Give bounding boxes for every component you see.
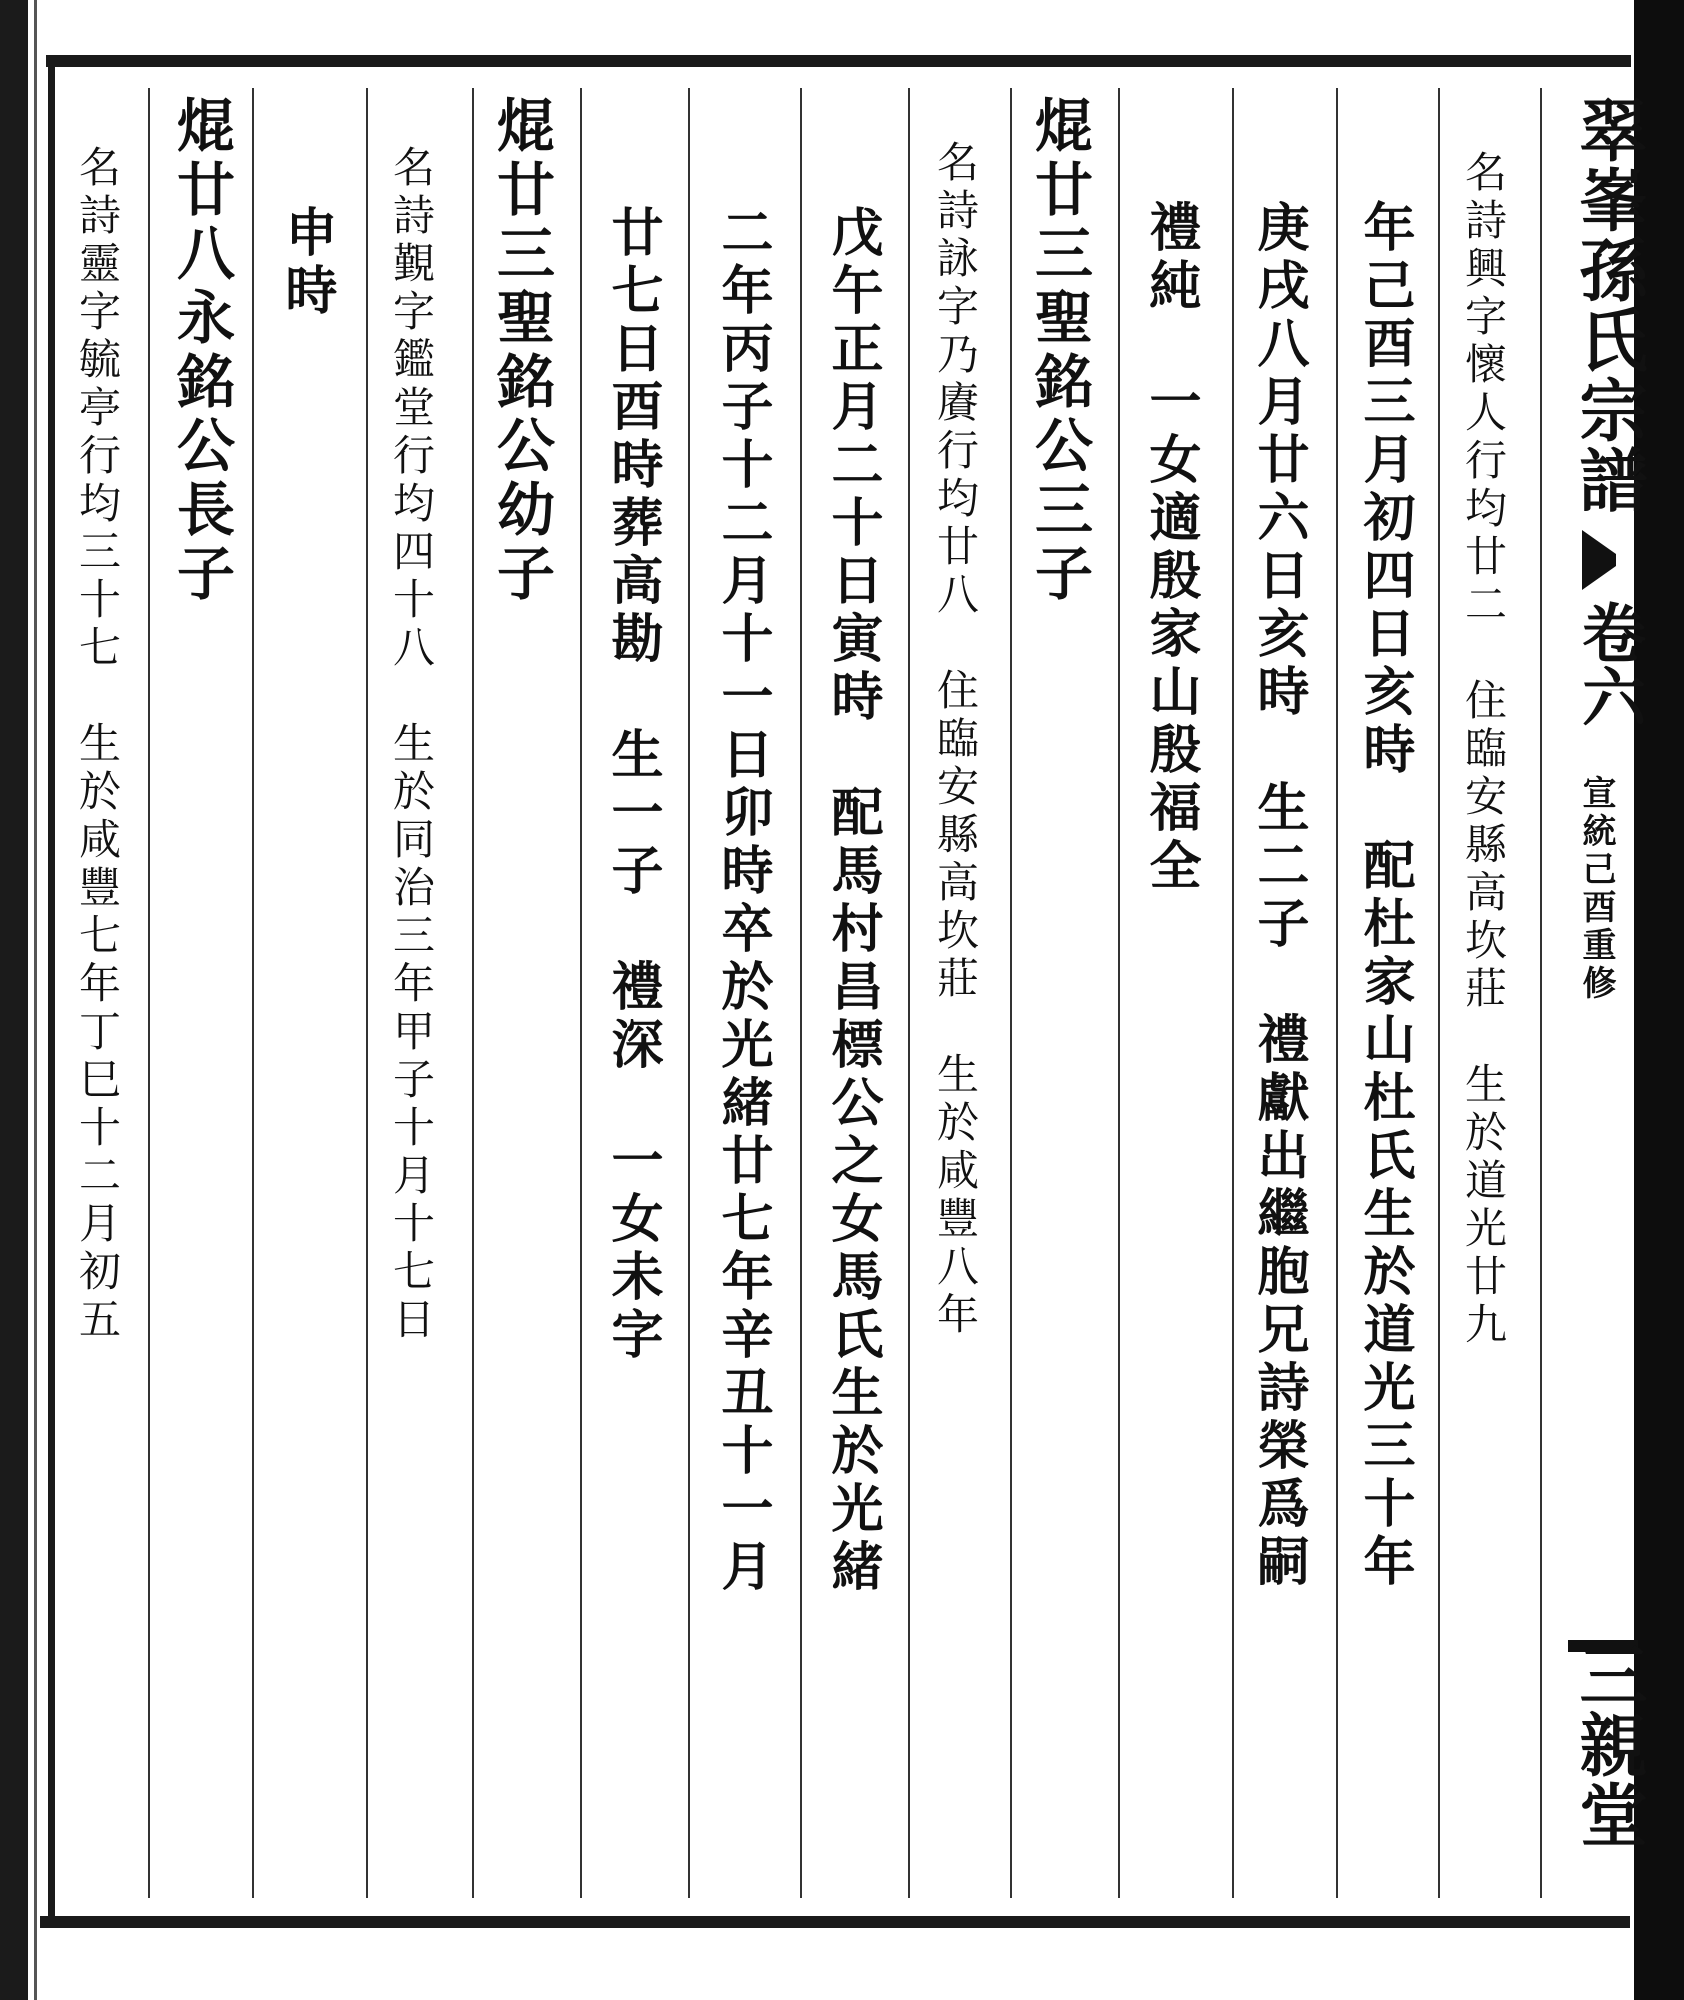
entry-heading: 焜廿三聖銘公幼子 [487, 95, 555, 607]
column-rule [1118, 88, 1120, 1898]
page-left-edge-line [34, 0, 37, 2000]
column-rule [1232, 88, 1234, 1898]
entry-line: 二年丙子十二月十一日卯時卒於光緒廿七年辛丑十一月 [712, 205, 773, 1597]
entry-line: 名詩興字懷人行均廿二 住臨安縣高坎莊 生於道光廿九 [1459, 150, 1508, 1350]
entry-heading: 焜廿三聖銘公三子 [1025, 95, 1093, 607]
frame-bottom-border [40, 1916, 1630, 1928]
column-rule [688, 88, 690, 1898]
entry-line: 名詩覲字鑑堂行均四十八 生於同治三年甲子十月十七日 [387, 145, 436, 1345]
column-rule [1540, 88, 1542, 1898]
hall-name: 三親堂 [1568, 1640, 1648, 1850]
column-rule [472, 88, 474, 1898]
entry-line: 申時 [276, 205, 337, 321]
column-rule [800, 88, 802, 1898]
volume-label: 卷六 [1571, 600, 1646, 728]
column-rule [1010, 88, 1012, 1898]
frame-top-border [46, 55, 1631, 67]
entry-line: 庚戌八月廿六日亥時 生二子 禮獻出繼胞兄詩榮爲嗣 [1248, 200, 1309, 1592]
entry-line: 名詩靈字毓亭行均三十七 生於咸豐七年丁巳十二月初五 [73, 145, 122, 1345]
column-rule [252, 88, 254, 1898]
entry-line: 年己酉三月初四日亥時 配杜家山杜氏生於道光三十年 [1354, 200, 1415, 1592]
column-rule [366, 88, 368, 1898]
entry-line: 廿七日酉時葬高勘 生一子 禮深 一女未字 [602, 205, 663, 1365]
frame-left-border [48, 58, 55, 1926]
column-rule [1336, 88, 1338, 1898]
edition-note: 宣統己酉重修 [1576, 775, 1616, 1003]
column-rule [580, 88, 582, 1898]
entry-line: 名詩詠字乃賡行均廿八 住臨安縣高坎莊 生於咸豐八年 [931, 140, 980, 1340]
entry-heading: 焜廿八永銘公長子 [167, 95, 235, 607]
column-rule [1438, 88, 1440, 1898]
genealogy-title: 翠峯孫氏宗譜 [1568, 95, 1648, 515]
entry-line: 戊午正月二十日寅時 配馬村昌標公之女馬氏生於光緒 [822, 205, 883, 1597]
column-rule [148, 88, 150, 1898]
column-rule [908, 88, 910, 1898]
entry-line: 禮純 一女適殷家山殷福全 [1140, 200, 1201, 896]
fish-tail-mark [1582, 530, 1616, 590]
page-left-edge [0, 0, 28, 2000]
